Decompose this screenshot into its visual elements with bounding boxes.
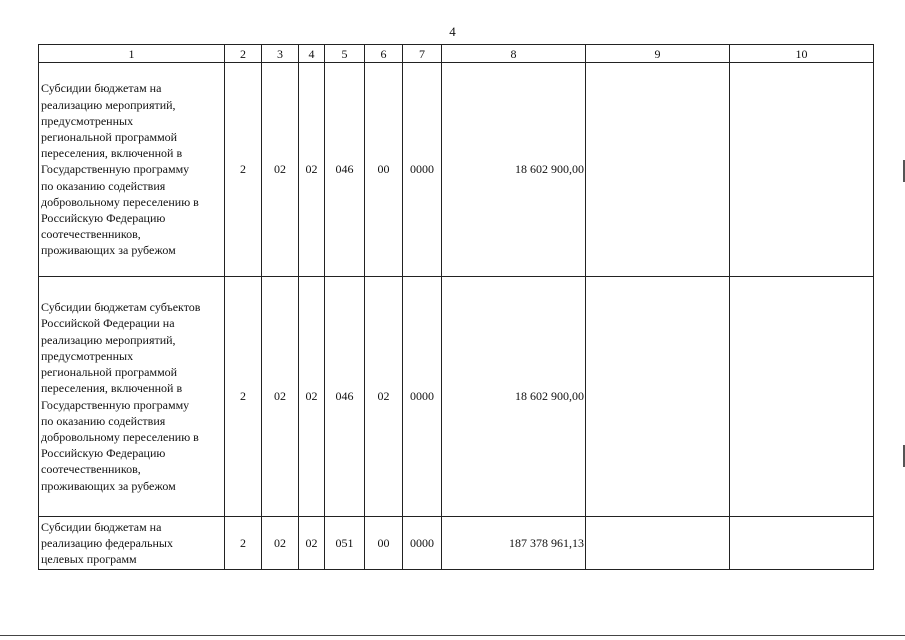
cell-col4: 02 — [299, 517, 325, 570]
cell-col7: 0000 — [403, 63, 442, 277]
budget-table — [38, 44, 874, 570]
column-header: 3 — [262, 45, 299, 63]
cell-col6: 02 — [365, 277, 403, 517]
row-description-text: Субсидии бюджетам субъектов Российской Федерации на реализацию мероприятий, предусмотренных региональной программой переселения, включенной в Государственную программу по оказанию содействия добровольному переселению в Российскую Федерацию соотечественников, проживающих за рубежом — [41, 300, 201, 493]
cell-col3: 02 — [262, 63, 299, 277]
cell-col9 — [586, 63, 730, 277]
cell-col10 — [730, 277, 874, 517]
column-header: 7 — [403, 45, 442, 63]
column-header: 9 — [586, 45, 730, 63]
table-row — [39, 517, 874, 570]
column-number-row — [39, 45, 874, 63]
cell-col10 — [730, 63, 874, 277]
column-header: 6 — [365, 45, 403, 63]
cell-col6: 00 — [365, 517, 403, 570]
cell-amount: 18 602 900,00 — [442, 277, 586, 517]
table-row — [39, 277, 874, 517]
column-header: 2 — [225, 45, 262, 63]
cell-col7: 0000 — [403, 277, 442, 517]
column-header: 8 — [442, 45, 586, 63]
column-header: 1 — [39, 45, 225, 63]
cell-col4: 02 — [299, 63, 325, 277]
cell-amount: 18 602 900,00 — [442, 63, 586, 277]
cell-col5: 046 — [325, 277, 365, 517]
column-header: 10 — [730, 45, 874, 63]
row-description-text: Субсидии бюджетам на реализацию федеральных целевых программ — [41, 519, 173, 567]
cell-amount: 187 378 961,13 — [442, 517, 586, 570]
cell-col2: 2 — [225, 63, 262, 277]
cell-col2: 2 — [225, 517, 262, 570]
cell-col2: 2 — [225, 277, 262, 517]
column-header: 5 — [325, 45, 365, 63]
cell-col4: 02 — [299, 277, 325, 517]
cell-col5: 051 — [325, 517, 365, 570]
cell-col3: 02 — [262, 517, 299, 570]
row-description-text: Субсидии бюджетам на реализацию мероприятий, предусмотренных региональной программой переселения, включенной в Государственную программу по оказанию содействия добровольному переселению в Российскую Федерацию соотечественников, проживающих за рубежом — [41, 81, 199, 258]
row-description — [39, 277, 225, 517]
cell-col9 — [586, 517, 730, 570]
page-number: 4 — [449, 24, 456, 39]
column-header: 4 — [299, 45, 325, 63]
cell-col10 — [730, 517, 874, 570]
cell-col5: 046 — [325, 63, 365, 277]
row-description — [39, 517, 225, 570]
page-edge-line — [0, 635, 905, 636]
row-description — [39, 63, 225, 277]
cell-col6: 00 — [365, 63, 403, 277]
cell-col3: 02 — [262, 277, 299, 517]
table-row — [39, 63, 874, 277]
cell-col7: 0000 — [403, 517, 442, 570]
cell-col9 — [586, 277, 730, 517]
